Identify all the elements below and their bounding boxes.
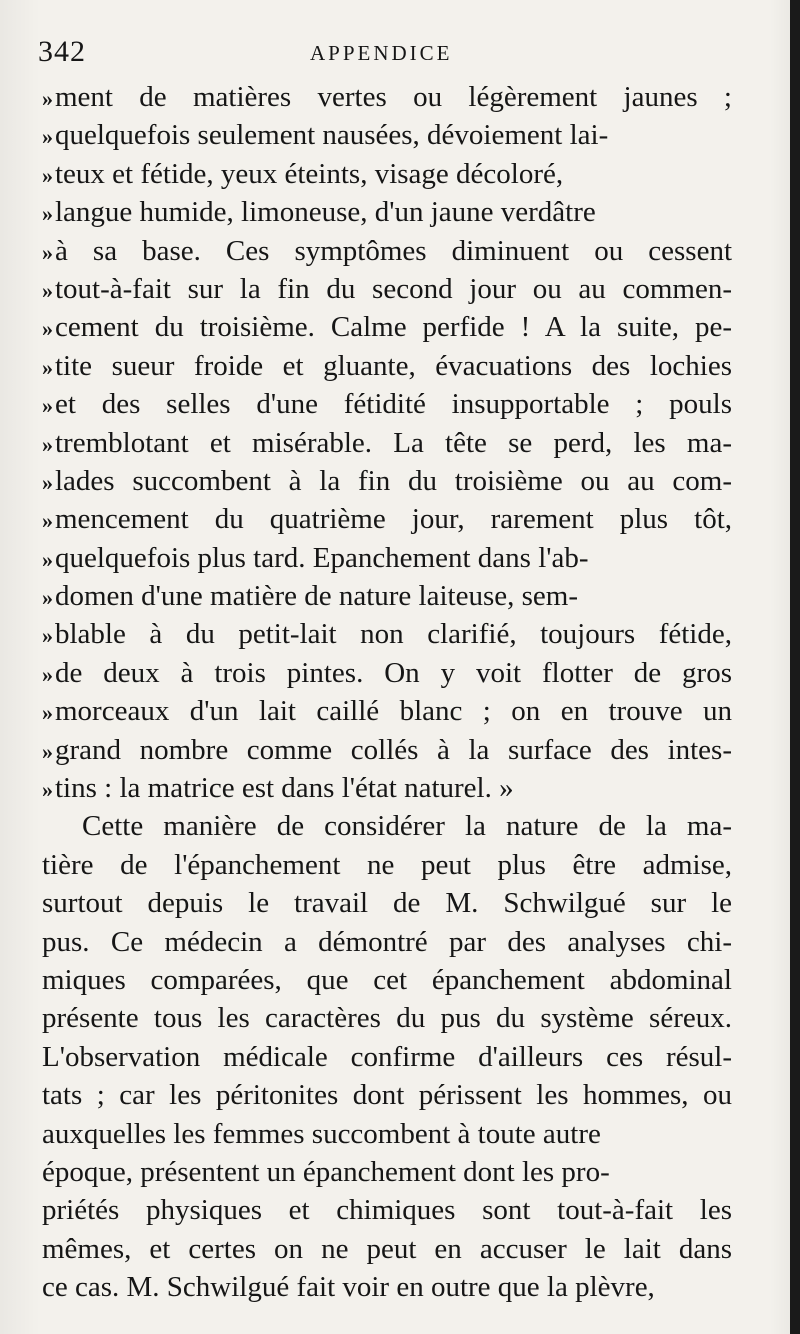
page-number: 342	[38, 35, 86, 68]
quoted-line	[42, 731, 732, 769]
quoted-line	[42, 462, 732, 500]
line-text: teux et fétide, yeux éteints, visage décoloré,	[55, 157, 564, 190]
quoted-line	[42, 654, 732, 692]
quote-mark: »	[42, 469, 51, 495]
quote-mark: »	[42, 508, 51, 534]
quoted-line	[42, 116, 732, 154]
page-edge-shadow	[790, 0, 800, 1334]
quote-mark: »	[42, 431, 51, 457]
quoted-line	[42, 308, 732, 346]
quote-mark: »	[42, 661, 51, 687]
line-text: tite sueur froide et gluante, évacuations des lochies	[55, 349, 732, 382]
quote-mark: »	[42, 623, 51, 649]
line-text: morceaux d'un lait caillé blanc ; on en trouve un	[55, 695, 732, 728]
paragraph-line: tière de l'épanchement ne peut plus être admise,	[42, 848, 732, 881]
quoted-line	[42, 424, 732, 462]
quoted-line	[42, 193, 732, 231]
page-header	[38, 34, 738, 70]
quoted-line	[42, 615, 732, 653]
quoted-line	[42, 769, 732, 807]
quote-mark: »	[42, 124, 51, 150]
running-head: APPENDICE	[310, 41, 453, 65]
line-text: mencement du quatrième jour, rarement plus tôt,	[55, 503, 732, 536]
quote-mark: »	[42, 700, 51, 726]
quoted-line	[42, 539, 732, 577]
line-text: lades succombent à la fin du troisième ou au com-	[55, 464, 732, 497]
quoted-line	[42, 78, 732, 116]
paragraph-line: miques comparées, que cet épanchement abdominal	[42, 963, 732, 996]
paragraph-line: tats ; car les péritonites dont périssent les hommes, ou	[42, 1079, 732, 1112]
quoted-line	[42, 385, 732, 423]
quoted-line	[42, 270, 732, 308]
quoted-passage	[42, 78, 732, 807]
paragraph-line: auxquelles les femmes succombent à toute autre	[42, 1117, 601, 1150]
line-text: cement du troisième. Calme perfide ! A la suite, pe-	[55, 311, 732, 344]
quote-mark: »	[42, 354, 51, 380]
quoted-line	[42, 692, 732, 730]
line-text: blable à du petit-lait non clarifié, toujours fétide,	[55, 618, 732, 651]
text-body	[42, 78, 732, 1307]
line-text: tins : la matrice est dans l'état naturel. »	[55, 772, 514, 805]
quote-mark: »	[42, 393, 51, 419]
paragraph	[42, 807, 732, 1306]
paragraph-line: surtout depuis le travail de M. Schwilgué sur le	[42, 887, 732, 920]
line-text: grand nombre comme collés à la surface des intes-	[55, 733, 732, 766]
line-text: et des selles d'une fétidité insupportable ; pouls	[55, 388, 732, 421]
line-text: langue humide, limoneuse, d'un jaune verdâtre	[55, 196, 596, 229]
quote-mark: »	[42, 162, 51, 188]
line-text: ment de matières vertes ou légèrement jaunes ;	[55, 81, 732, 113]
line-text: quelquefois plus tard. Epanchement dans l'ab-	[55, 541, 589, 574]
line-text: domen d'une matière de nature laiteuse, sem-	[55, 580, 578, 613]
quote-mark: »	[42, 738, 51, 764]
quote-mark: »	[42, 201, 51, 227]
paragraph-line: ce cas. M. Schwilgué fait voir en outre que la plèvre,	[42, 1271, 655, 1304]
quoted-line	[42, 232, 732, 270]
quote-mark: »	[42, 585, 51, 611]
line-text: tremblotant et misérable. La tête se perd, les ma-	[55, 426, 732, 459]
paragraph-line: L'observation médicale confirme d'ailleurs ces résul-	[42, 1040, 732, 1073]
quote-mark: »	[42, 316, 51, 342]
quote-mark: »	[42, 277, 51, 303]
line-text: à sa base. Ces symptômes diminuent ou cessent	[55, 234, 732, 267]
quote-mark: »	[42, 239, 51, 265]
quoted-line	[42, 155, 732, 193]
quote-mark: »	[42, 546, 51, 572]
paragraph-line: époque, présentent un épanchement dont les pro-	[42, 1155, 610, 1188]
quote-mark: »	[42, 86, 51, 111]
paragraph-line: mêmes, et certes on ne peut en accuser le lait dans	[42, 1232, 732, 1265]
quoted-line	[42, 500, 732, 538]
quote-mark: »	[42, 777, 51, 803]
quoted-line	[42, 577, 732, 615]
paragraph-line: priétés physiques et chimiques sont tout-à-fait les	[42, 1194, 732, 1227]
line-text: de deux à trois pintes. On y voit flotter de gros	[55, 656, 732, 689]
paragraph-line: présente tous les caractères du pus du système séreux.	[42, 1002, 732, 1035]
line-text: quelquefois seulement nausées, dévoiement lai-	[55, 119, 609, 152]
paragraph-line: pus. Ce médecin a démontré par des analyses chi-	[42, 925, 732, 958]
paragraph-line: Cette manière de considérer la nature de la ma-	[82, 810, 732, 843]
line-text: tout-à-fait sur la fin du second jour ou au commen-	[55, 272, 732, 305]
quoted-line	[42, 347, 732, 385]
